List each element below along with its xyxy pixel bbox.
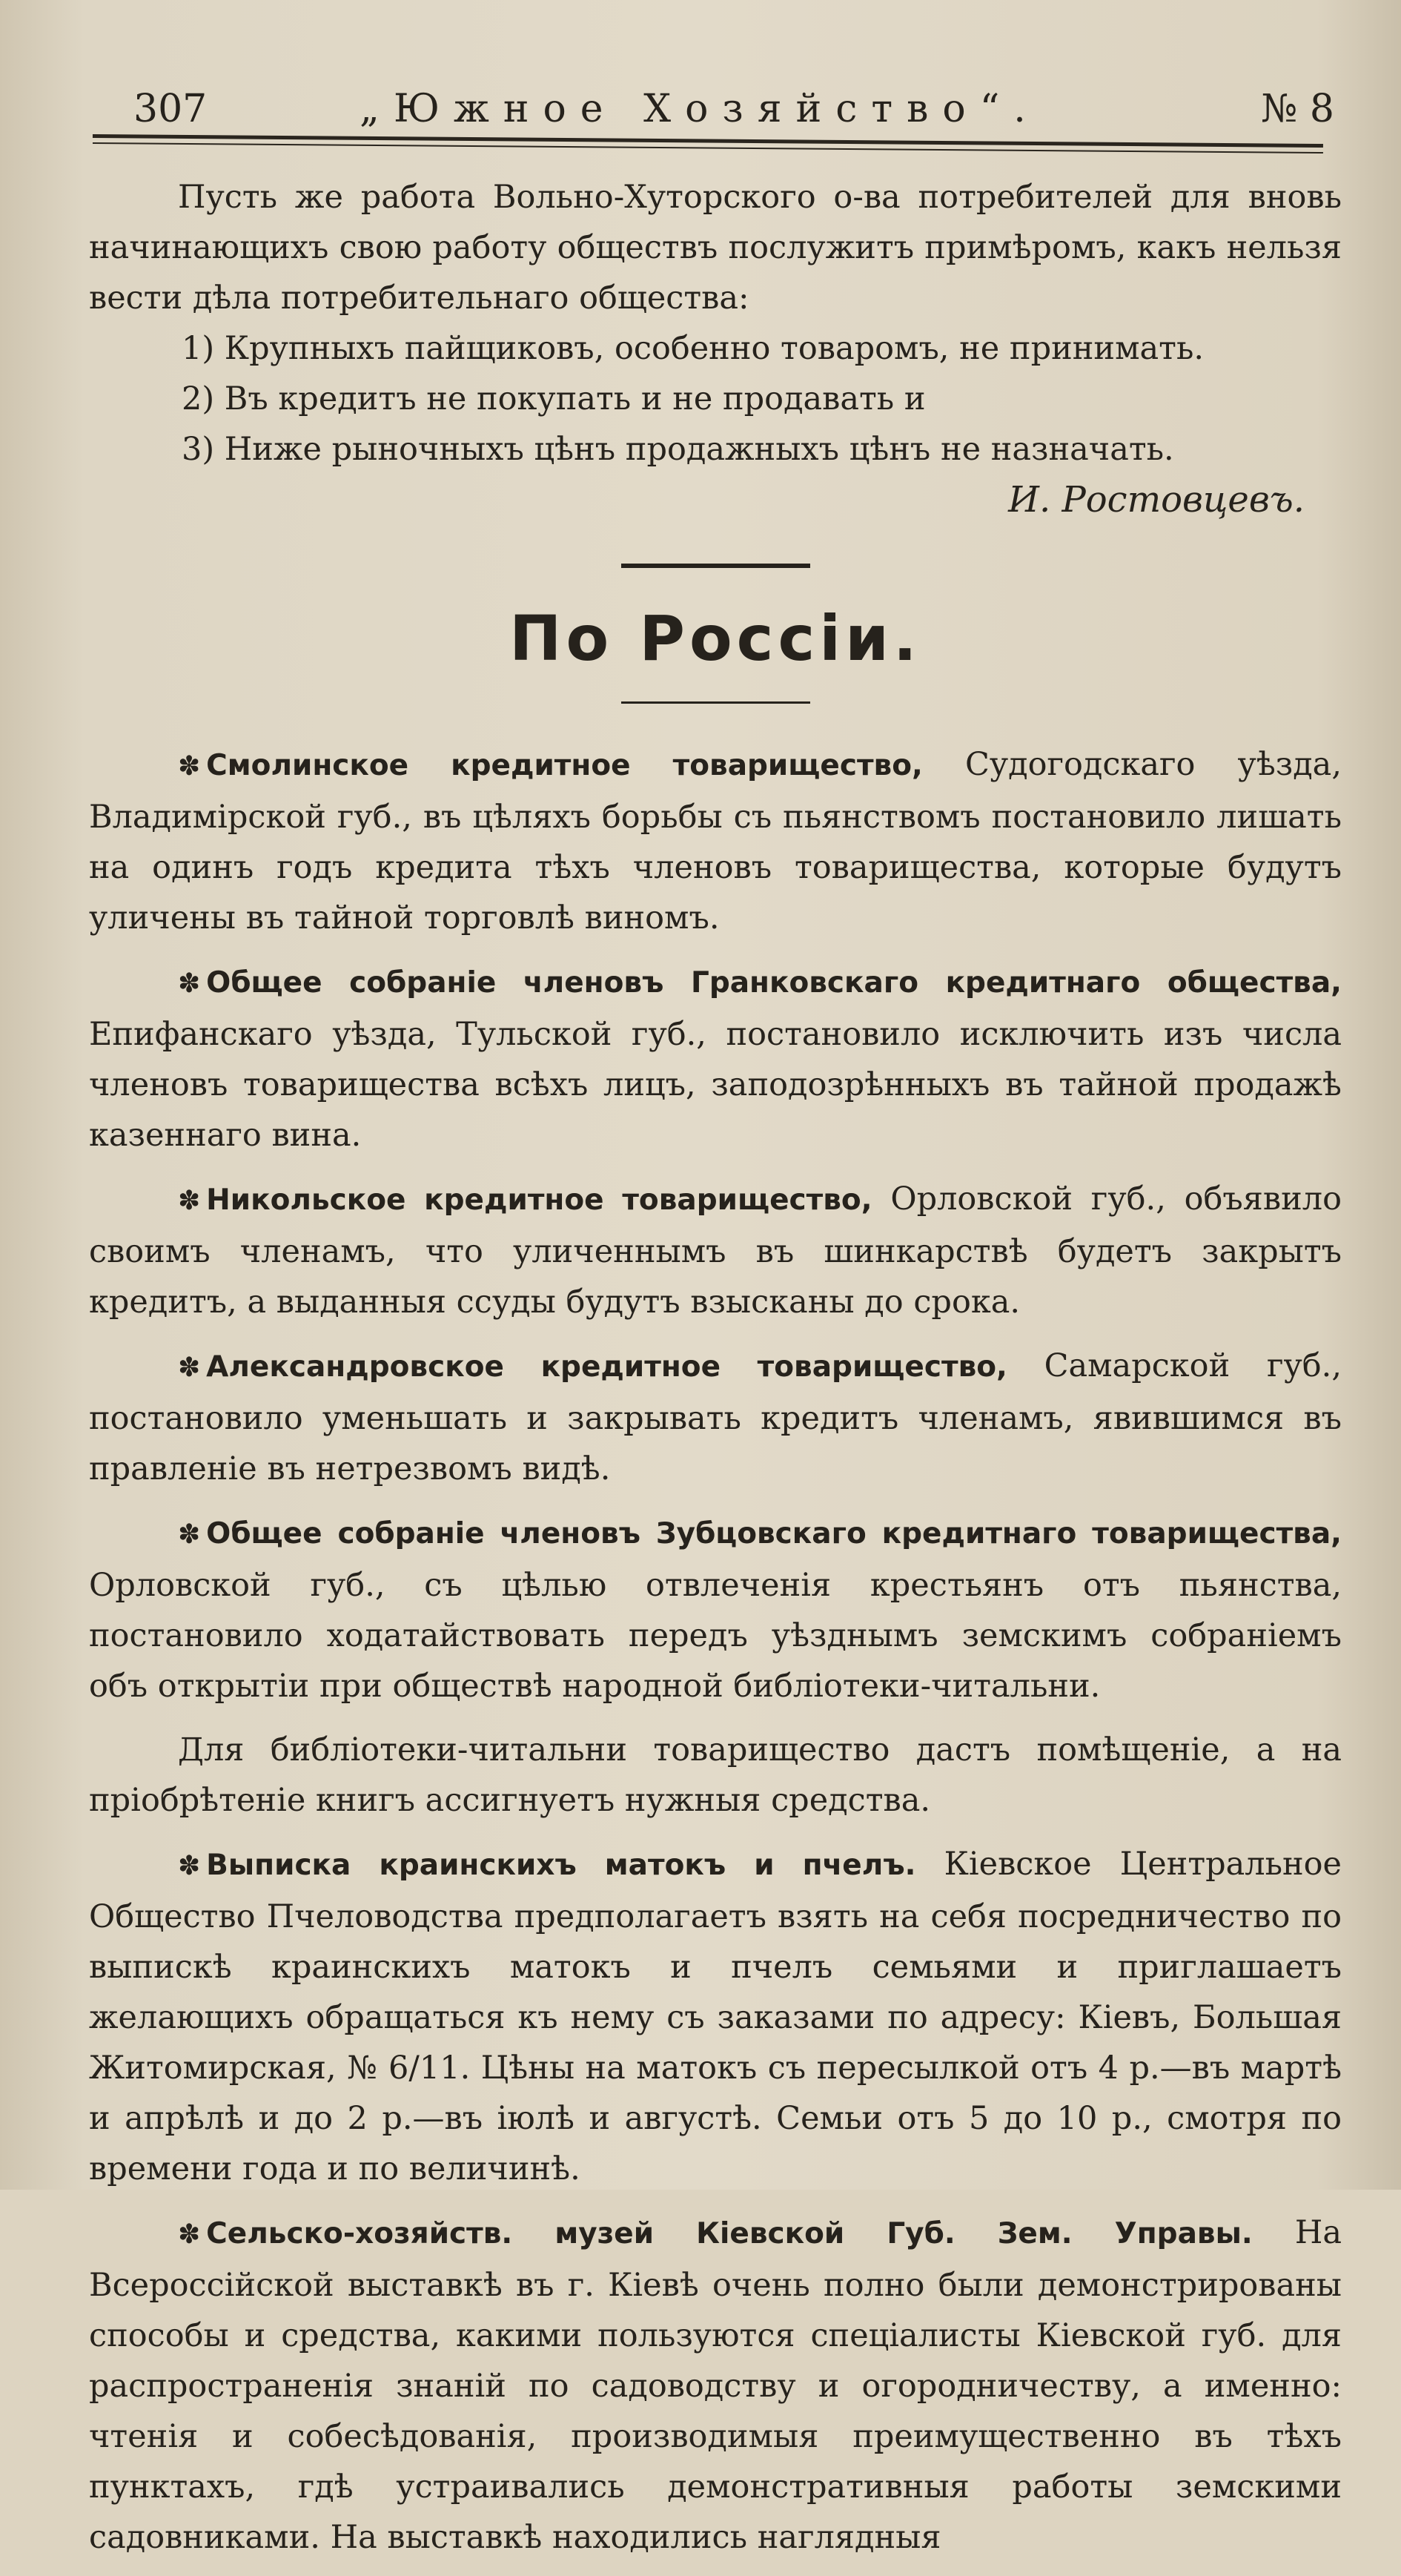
asterism-icon: ✽ (178, 1519, 201, 1550)
news-item (89, 1839, 1342, 2194)
news-item-continuation (89, 1725, 1342, 1826)
section-rule-bottom (621, 701, 810, 704)
asterism-icon: ✽ (178, 1186, 201, 1216)
rule-item: 2) Въ кредитъ не покупать и не продавать и (182, 380, 926, 417)
item-text: Орловской губ., съ цѣлью отвлеченія крестьянъ отъ пьянства, постановило ходатайствовать передъ уѣзднымъ земскимъ собраніемъ объ открытіи при обществѣ народной библіотеки-читальни. (89, 1567, 1342, 1705)
item-text: На Всероссійской выставкѣ въ г. Кіевѣ очень полно были демонстрированы способы и средства, какими пользуются спеціалисты Кіевской губ. для распространенія знаній по садоводству и огородничеству, а именно: чтенія и собесѣдованія, производимыя преимущественно въ тѣхъ пунктахъ, гдѣ устраивались демонстративныя работы земскими садовниками. На выставкѣ находились наглядныя (89, 2214, 1342, 2556)
running-header (133, 83, 1334, 135)
item-lead: Смолинское кредитное товарищество, (206, 749, 923, 782)
item-lead: Общее собраніе членовъ Гранковскаго кредитнаго общества, (206, 966, 1342, 1000)
news-item (89, 1174, 1342, 1327)
article-body (89, 172, 1342, 2576)
section-rule-top (621, 564, 810, 568)
rule-item: 3) Ниже рыночныхъ цѣнъ продажныхъ цѣнъ не назначать. (182, 431, 1174, 468)
item-lead: Никольское кредитное товарищество, (206, 1183, 872, 1217)
asterism-icon: ✽ (178, 2219, 201, 2250)
asterism-icon: ✽ (178, 1851, 201, 1881)
rule-item: 1) Крупныхъ пайщиковъ, особенно товаромъ, не принимать. (182, 330, 1205, 367)
item-text: Судогодскаго уѣзда, Владимірской губ., въ цѣляхъ борьбы съ пьянствомъ постановило лишать на одинъ годъ кредита тѣхъ членовъ товарищества, которые будутъ уличены въ тайной торговлѣ виномъ. (89, 746, 1342, 937)
item-lead: Александровское кредитное товарищество, (206, 1350, 1007, 1384)
news-item (89, 957, 1342, 1160)
item-text: Самарской губ., постановило уменьшать и закрывать кредитъ членамъ, явившимся въ правленіе въ нетрезвомъ видѣ. (89, 1347, 1342, 1487)
issue-number: № 8 (1261, 87, 1334, 131)
news-item (89, 739, 1342, 943)
item-text: Епифанскаго уѣзда, Тульской губ., постановило исключить изъ числа членовъ товарищества всѣхъ лицъ, заподозрѣнныхъ въ тайной продажѣ казеннаго вина. (89, 1016, 1342, 1154)
asterism-icon: ✽ (178, 968, 201, 999)
author-signature: И. Ростовцевъ. (1008, 479, 1305, 521)
news-item (89, 1507, 1342, 1711)
item-text: Для библіотеки-читальни товарищество дастъ помѣщеніе, а на пріобрѣтеніе книгъ ассигнуетъ нужныя средства. (89, 1731, 1342, 1819)
item-lead: Сельско-хозяйств. музей Кіевской Губ. Зем. Управы. (206, 2217, 1253, 2250)
header-rule (93, 134, 1323, 148)
item-text: Орловской губ., объявило своимъ членамъ, что уличеннымъ въ шинкарствѣ будетъ закрытъ кредитъ, а выданныя ссуды будутъ взысканы до срока. (89, 1180, 1342, 1321)
item-lead: Общее собраніе членовъ Зубцовскаго кредитнаго товарищества, (206, 1517, 1342, 1550)
news-item (89, 2207, 1342, 2563)
section-title: По Россiи. (509, 602, 921, 675)
page-number: 307 (133, 87, 208, 131)
item-text: Кіевское Центральное Общество Пчеловодства предполагаетъ взять на себя посредничество по выпискѣ краинскихъ матокъ и пчелъ семьями и приглашаетъ желающихъ обращаться къ нему съ заказами по адресу: Кіевъ, Большая Житомирская, № 6/11. Цѣны на матокъ съ пересылкой отъ 4 р.—въ мартѣ и апрѣлѣ и до 2 р.—въ іюлѣ и августѣ. Семьи отъ 5 до 10 р., смотря по времени года и по величинѣ. (89, 1846, 1342, 2187)
journal-title: „Южное Хозяйство“. (360, 87, 1040, 131)
asterism-icon: ✽ (178, 751, 201, 782)
asterism-icon: ✽ (178, 1353, 201, 1383)
rules-list (89, 323, 1342, 475)
item-lead: Выписка краинскихъ матокъ и пчелъ. (206, 1849, 916, 1882)
intro-paragraph: Пусть же работа Вольно-Хуторского о-ва потребителей для вновь начинающихъ свою работу обществъ послужитъ примѣромъ, какъ нельзя вести дѣла потребительнаго общества: (89, 179, 1342, 317)
news-item (89, 1341, 1342, 1494)
